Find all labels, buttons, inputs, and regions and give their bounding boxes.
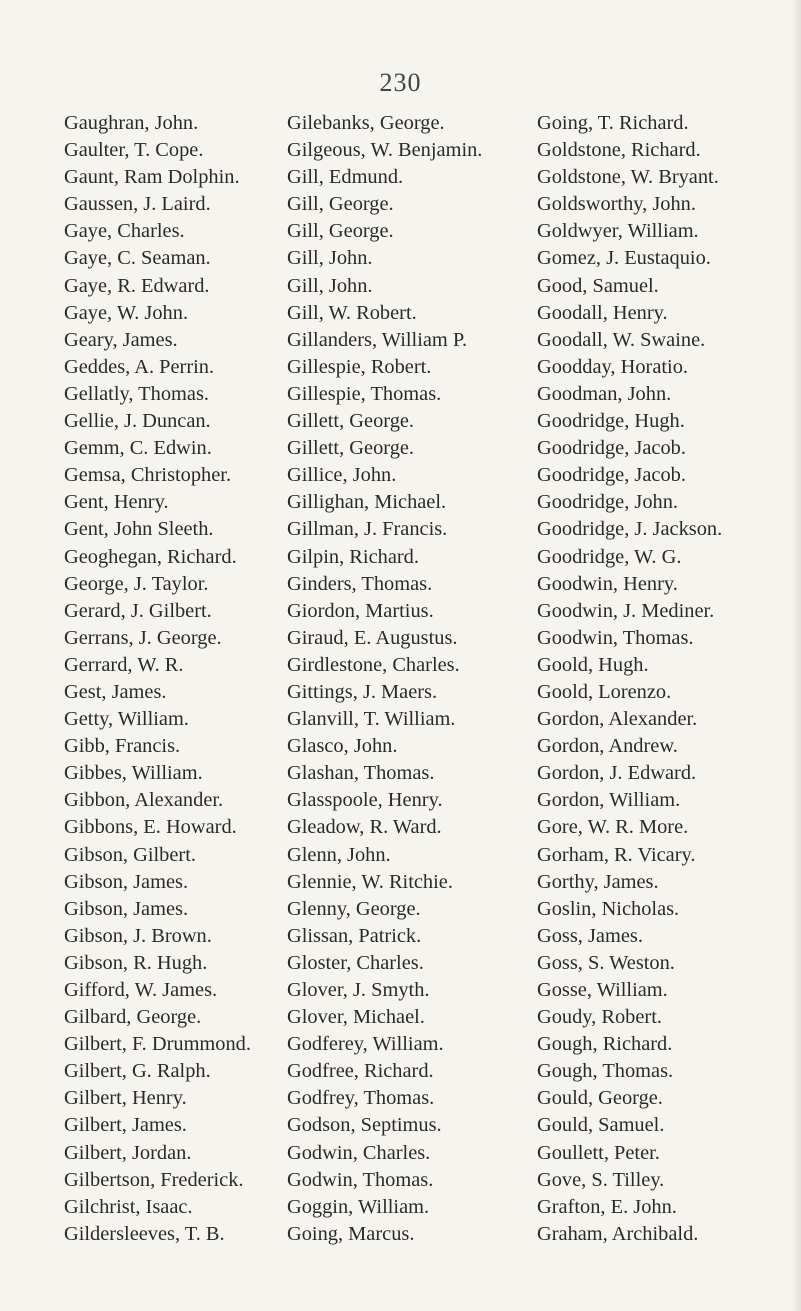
name-entry: Gould, Samuel. xyxy=(537,1114,665,1137)
name-entry: Goodridge, Jacob. xyxy=(537,437,686,460)
name-entry: Giordon, Martius. xyxy=(287,599,434,622)
name-entry: Gest, James. xyxy=(64,680,167,703)
name-entry: Gilgeous, W. Benjamin. xyxy=(287,139,483,162)
name-entry: Gaulter, T. Cope. xyxy=(64,139,204,162)
name-entry: Glenny, George. xyxy=(287,897,421,920)
name-entry: Gerard, J. Gilbert. xyxy=(64,599,212,622)
name-column-1 xyxy=(64,110,251,1248)
name-entry: Goodridge, J. Jackson. xyxy=(537,518,723,541)
name-entry: Gilebanks, George. xyxy=(287,112,445,134)
name-entry: Goudy, Robert. xyxy=(537,1006,662,1029)
name-entry: Gittings, J. Maers. xyxy=(287,680,438,703)
name-entry: Good, Samuel. xyxy=(537,274,659,297)
name-entry: Girdlestone, Charles. xyxy=(287,653,460,676)
name-entry: Gildersleeves, T. B. xyxy=(64,1222,225,1245)
name-entry: Gill, George. xyxy=(287,193,394,216)
name-entry: Gellatly, Thomas. xyxy=(64,382,209,405)
name-entry: Gibson, J. Brown. xyxy=(64,924,212,947)
name-entry: Gore, W. R. More. xyxy=(537,816,689,839)
name-entry: Ginders, Thomas. xyxy=(287,572,433,595)
name-entry: Goldstone, W. Bryant. xyxy=(537,166,719,189)
name-entry: Geddes, A. Perrin. xyxy=(64,355,215,378)
name-entry: Gillighan, Michael. xyxy=(287,491,447,514)
name-entry: Gough, Thomas. xyxy=(537,1060,674,1083)
name-entry: Giraud, E. Augustus. xyxy=(287,626,458,649)
name-entry: Gaughran, John. xyxy=(64,112,199,134)
name-entry: Goold, Lorenzo. xyxy=(537,680,672,703)
name-entry: Gemsa, Christopher. xyxy=(64,464,232,487)
name-entry: Gorthy, James. xyxy=(537,870,659,893)
name-entry: Gaye, W. John. xyxy=(64,301,189,324)
name-entry: Godfrey, Thomas. xyxy=(287,1087,435,1110)
name-entry: Gloster, Charles. xyxy=(287,951,424,974)
name-entry: Goss, James. xyxy=(537,924,643,947)
name-entry: Gill, John. xyxy=(287,274,373,297)
name-entry: Glashan, Thomas. xyxy=(287,762,435,785)
name-entry: Goodwin, J. Mediner. xyxy=(537,599,715,622)
name-entry: Godferey, William. xyxy=(287,1033,444,1056)
name-entry: Gill, W. Robert. xyxy=(287,301,417,324)
name-entry: Gellie, J. Duncan. xyxy=(64,410,211,433)
name-entry: Glasspoole, Henry. xyxy=(287,789,443,812)
name-entry: Goslin, Nicholas. xyxy=(537,897,680,920)
name-entry: Gaunt, Ram Dolphin. xyxy=(64,166,240,189)
name-entry: Goldwyer, William. xyxy=(537,220,699,243)
name-entry: Gaye, C. Seaman. xyxy=(64,247,211,270)
name-entry: Gaye, Charles. xyxy=(64,220,185,243)
name-entry: Gillespie, Thomas. xyxy=(287,382,442,405)
name-entry: Graham, Archibald. xyxy=(537,1222,699,1245)
name-entry: Gilbert, James. xyxy=(64,1114,187,1137)
name-column-2 xyxy=(287,110,482,1248)
name-entry: Godwin, Thomas. xyxy=(287,1168,434,1191)
name-entry: Gillett, George. xyxy=(287,410,415,433)
name-entry: Gerrard, W. R. xyxy=(64,653,184,676)
name-entry: Gillespie, Robert. xyxy=(287,355,432,378)
name-entry: Goodall, W. Swaine. xyxy=(537,328,706,351)
name-entry: Gibbes, William. xyxy=(64,762,203,785)
name-entry: Glanvill, T. William. xyxy=(287,708,456,731)
name-entry: Gomez, J. Eustaquio. xyxy=(537,247,711,270)
name-entry: Gent, John Sleeth. xyxy=(64,518,214,541)
name-entry: Goodwin, Henry. xyxy=(537,572,678,595)
name-entry: Gorham, R. Vicary. xyxy=(537,843,696,866)
name-entry: Gemm, C. Edwin. xyxy=(64,437,212,460)
name-entry: Gibb, Francis. xyxy=(64,735,181,758)
name-entry: Glover, Michael. xyxy=(287,1006,425,1029)
name-entry: Glover, J. Smyth. xyxy=(287,979,430,1001)
name-entry: Gilbert, Henry. xyxy=(64,1087,187,1110)
name-entry: Getty, William. xyxy=(64,708,189,731)
name-entry: Gough, Richard. xyxy=(537,1033,673,1056)
name-entry: Gifford, W. James. xyxy=(64,979,218,1001)
name-entry: Going, Marcus. xyxy=(287,1222,415,1245)
name-entry: Godfree, Richard. xyxy=(287,1060,434,1083)
name-entry: Godwin, Charles. xyxy=(287,1141,431,1164)
name-entry: Goodall, Henry. xyxy=(537,301,668,324)
name-entry: Godson, Septimus. xyxy=(287,1114,442,1137)
name-entry: Gilbard, George. xyxy=(64,1006,202,1029)
name-entry: Gillanders, William P. xyxy=(287,328,468,351)
name-entry: Gillett, George. xyxy=(287,437,415,460)
name-entry: Goodridge, Jacob. xyxy=(537,464,686,487)
name-entry: Goodwin, Thomas. xyxy=(537,626,694,649)
name-entry: Gibbons, E. Howard. xyxy=(64,816,237,839)
name-entry: Going, T. Richard. xyxy=(537,112,689,134)
name-entry: Gilbert, Jordan. xyxy=(64,1141,192,1164)
name-entry: George, J. Taylor. xyxy=(64,572,209,595)
name-entry: Goodridge, John. xyxy=(537,491,679,514)
name-entry: Gilpin, Richard. xyxy=(287,545,419,568)
name-entry: Gilbert, G. Ralph. xyxy=(64,1060,211,1083)
name-entry: Gordon, Andrew. xyxy=(537,735,678,758)
name-entry: Goggin, William. xyxy=(287,1195,430,1218)
name-entry: Goodman, John. xyxy=(537,382,672,405)
page-edge-shadow xyxy=(791,0,801,1311)
name-entry: Gordon, Alexander. xyxy=(537,708,698,731)
name-column-3 xyxy=(537,110,722,1248)
name-entry: Gibbon, Alexander. xyxy=(64,789,224,812)
name-entry: Gaussen, J. Laird. xyxy=(64,193,211,216)
name-entry: Gill, Edmund. xyxy=(287,166,404,189)
page-number: 230 xyxy=(379,68,422,97)
name-entry: Gibson, R. Hugh. xyxy=(64,951,208,974)
name-entry: Gill, John. xyxy=(287,247,373,270)
name-entry: Gaye, R. Edward. xyxy=(64,274,210,297)
name-entry: Glenn, John. xyxy=(287,843,391,866)
name-entry: Gordon, William. xyxy=(537,789,681,812)
name-entry: Gibson, James. xyxy=(64,897,189,920)
name-entry: Geary, James. xyxy=(64,328,178,351)
name-entry: Goss, S. Weston. xyxy=(537,951,675,974)
name-entry: Geoghegan, Richard. xyxy=(64,545,237,568)
name-entry: Gillice, John. xyxy=(287,464,397,487)
name-entry: Gilbert, F. Drummond. xyxy=(64,1033,251,1056)
name-entry: Gleadow, R. Ward. xyxy=(287,816,442,839)
name-entry: Grafton, E. John. xyxy=(537,1195,677,1218)
name-entry: Gilbertson, Frederick. xyxy=(64,1168,244,1191)
name-entry: Gill, George. xyxy=(287,220,394,243)
name-entry: Goldsworthy, John. xyxy=(537,193,696,216)
name-entry: Goullett, Peter. xyxy=(537,1141,660,1164)
name-entry: Glennie, W. Ritchie. xyxy=(287,870,453,893)
name-entry: Glasco, John. xyxy=(287,735,398,758)
name-entry: Goodridge, W. G. xyxy=(537,545,682,568)
name-entry: Gibson, Gilbert. xyxy=(64,843,196,866)
name-entry: Goodday, Horatio. xyxy=(537,355,689,378)
name-entry: Goodridge, Hugh. xyxy=(537,410,685,433)
name-entry: Goold, Hugh. xyxy=(537,653,649,676)
name-entry: Gibson, James. xyxy=(64,870,189,893)
name-entry: Glissan, Patrick. xyxy=(287,924,422,947)
name-entry: Gove, S. Tilley. xyxy=(537,1168,665,1191)
name-entry: Goldstone, Richard. xyxy=(537,139,701,162)
name-entry: Gilchrist, Isaac. xyxy=(64,1195,193,1218)
name-entry: Gordon, J. Edward. xyxy=(537,762,697,785)
name-entry: Gosse, William. xyxy=(537,979,668,1001)
name-entry: Gerrans, J. George. xyxy=(64,626,222,649)
name-entry: Gent, Henry. xyxy=(64,491,169,514)
name-entry: Gould, George. xyxy=(537,1087,663,1110)
name-entry: Gillman, J. Francis. xyxy=(287,518,448,541)
